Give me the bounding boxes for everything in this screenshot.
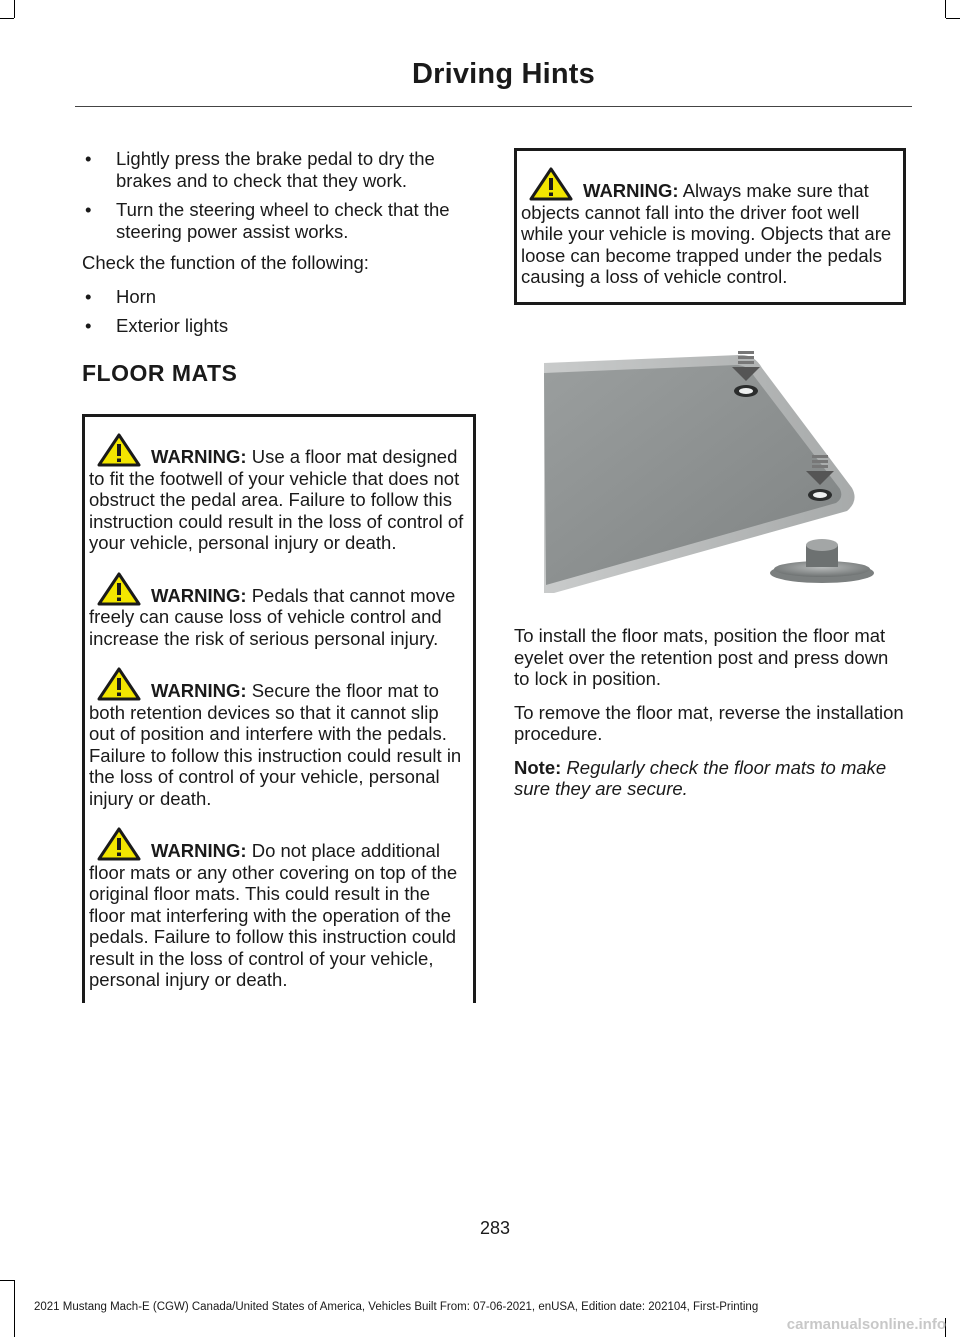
crop-mark xyxy=(946,18,960,19)
list-item: • Horn xyxy=(85,285,157,307)
crop-mark xyxy=(0,18,14,19)
warning-triangle-icon xyxy=(529,167,573,201)
crop-mark xyxy=(14,0,15,18)
install-instructions: To install the floor mats, position the floor mat eyelet over the retention post and press down to lock in position. xyxy=(514,625,889,689)
footer-edition-info: 2021 Mustang Mach-E (CGW) Canada/United States of America, Vehicles Built From: 07-06-2021, enUSA, Edition date: 202104, First-Printing xyxy=(34,1301,759,1313)
section-heading: FLOOR MATS xyxy=(82,359,238,386)
crop-mark xyxy=(0,1280,14,1281)
page-title: Driving Hints xyxy=(411,58,595,90)
warning-triangle-icon xyxy=(97,572,141,606)
list-item: • Exterior lights xyxy=(85,315,229,336)
watermark: carmanualsonline.info xyxy=(786,1316,946,1333)
page-number: 283 xyxy=(479,1218,511,1238)
remove-instructions: To remove the floor mat, reverse the installation procedure. xyxy=(514,701,904,744)
warning-box xyxy=(82,414,476,1003)
warning-triangle-icon xyxy=(97,433,141,467)
warning: WARNING: Use a floor mat designed to fit the footwell of your vehicle that does not obstruct the pedal area. Failure to follow this instruction could result in the loss of control of your vehicle, personal injury or death. xyxy=(89,433,465,554)
list-item: • Turn the steering wheel to check that the steering power assist works. xyxy=(85,199,450,242)
warning: WARNING: Always make sure that objects cannot fall into the driver foot well while your vehicle is moving. Objects that are loose can become trapped under the pedals causing a loss of vehicle control. xyxy=(521,167,895,288)
warning-triangle-icon xyxy=(97,827,141,861)
crop-mark xyxy=(945,0,946,18)
list-item: • Lightly press the brake pedal to dry the brakes and to check that they work. xyxy=(85,148,435,191)
crop-mark xyxy=(14,1280,15,1337)
warning-triangle-icon xyxy=(97,667,141,701)
warning-box xyxy=(514,148,906,305)
floor-mat-illustration xyxy=(514,323,906,593)
check-intro: Check the function of the following: xyxy=(82,252,369,273)
retention-post xyxy=(770,539,874,583)
note: Note: Regularly check the floor mats to make sure they are secure. xyxy=(514,756,887,799)
warning: WARNING: Pedals that cannot move freely can cause loss of vehicle control and increase the risk of serious personal injury. xyxy=(89,572,465,650)
warning: WARNING: Do not place additional floor mats or any other covering on top of the original floor mats. This could result in the floor mat interfering with the operation of the pedals. Failure to follow this instruction could result in the loss of control of your vehicle, personal injury or death. xyxy=(89,827,465,991)
right-column xyxy=(514,148,906,812)
header-divider xyxy=(75,106,912,107)
left-column xyxy=(82,148,476,1003)
warning: WARNING: Secure the floor mat to both retention devices so that it cannot slip out of position and interfere with the pedals. Failure to follow this instruction could result in the loss of control of your vehicle, personal injury or death. xyxy=(89,667,465,809)
